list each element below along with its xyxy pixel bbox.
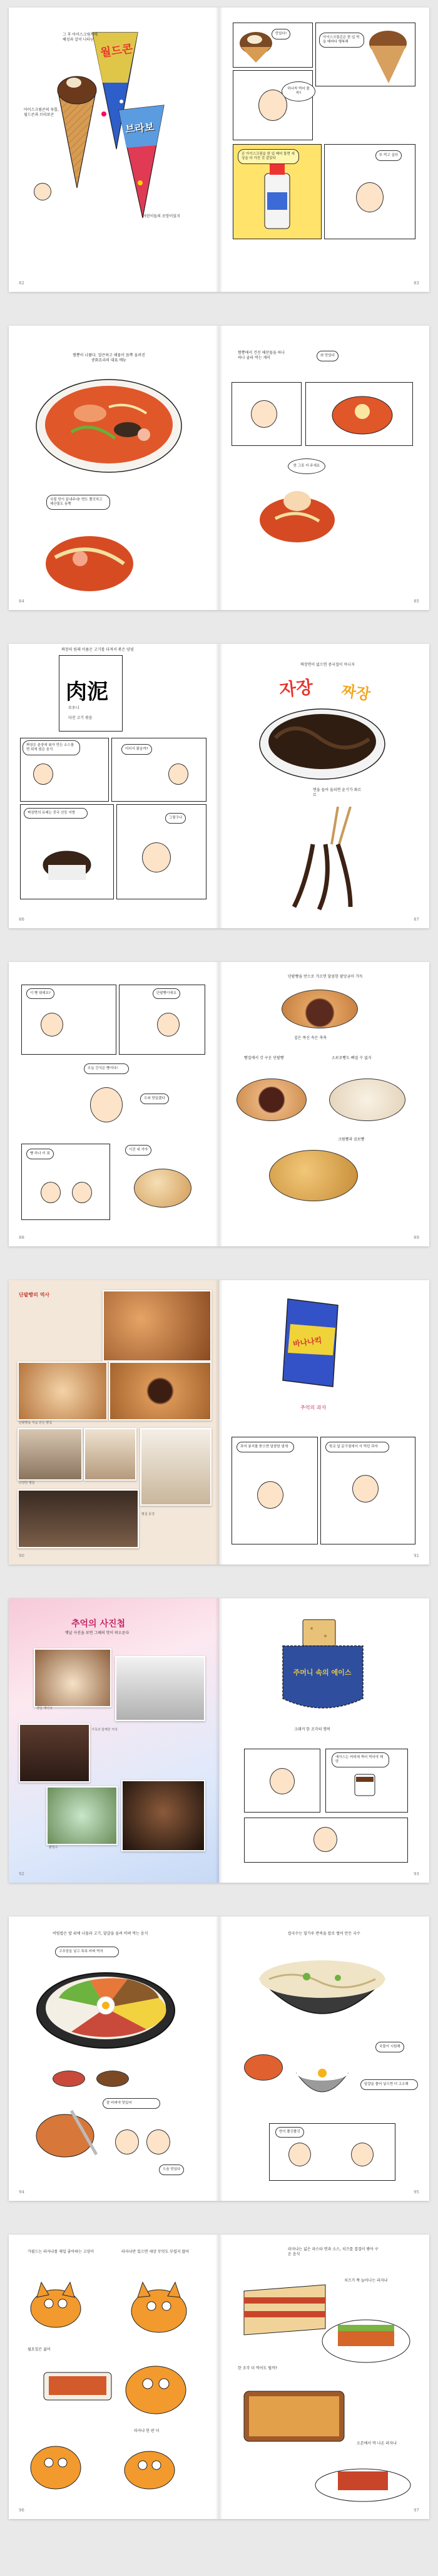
- noodle-pile-icon: [257, 476, 338, 545]
- page-86: [9, 644, 219, 928]
- photo-shop-1: [18, 1428, 83, 1481]
- girl-face-icon: [168, 763, 188, 785]
- page-85: [219, 326, 429, 610]
- photo-family: [19, 1724, 90, 1782]
- bubble-2: 달걀을 풀어 넣으면 더 고소해: [360, 2079, 418, 2090]
- side-dish-1-icon: [53, 2071, 85, 2087]
- lasagna-baked-icon: [238, 2379, 350, 2448]
- photo-bread-1: [103, 1290, 211, 1362]
- bubble-1: 짜장은 춘장에 볶아 만든 소스를 면 위에 얹은 음식: [23, 740, 80, 755]
- boy-face-icon: [115, 2129, 139, 2154]
- text-1: 비빔밥은 밥 위에 나물과 고기, 달걀을 올려 비벼 먹는 음식: [53, 1932, 148, 1936]
- bubble-3: 면이 쫄깃쫄깃: [275, 2127, 304, 2138]
- photo-cake: [34, 1648, 111, 1707]
- photo-bread-3: [109, 1362, 211, 1420]
- bubble-2: 한 그릇 더 주세요: [288, 458, 325, 474]
- pocket-icon: [279, 1642, 367, 1717]
- text-1: 짬뽕에서 건진 해산물을 하나하나 골라 먹는 재미: [238, 351, 285, 360]
- box-1: 콘 아이스크림을 한 입 베어 물면 세상을 다 가진 것 같았다: [238, 149, 299, 164]
- text-2: 아이스크림콘의 투톱, 월드콘과 브라보콘: [24, 108, 59, 117]
- photo-shop-2: [84, 1428, 136, 1481]
- man-face-icon: [251, 400, 277, 428]
- page-90: [9, 1280, 219, 1565]
- man-face-icon: [142, 842, 171, 872]
- gutter: [215, 1598, 223, 1883]
- page-93: [219, 1598, 429, 1883]
- text-4: 오븐에서 막 나온 라자냐: [357, 2441, 397, 2446]
- woman-face-icon: [351, 2143, 374, 2166]
- panel-4: [116, 804, 206, 899]
- man-face-icon: [146, 2129, 170, 2154]
- bubble-3: 으음 맛있다: [159, 2165, 184, 2175]
- kalguksu-bowl-icon: [257, 1954, 388, 2035]
- cone-top-icon: [237, 28, 275, 63]
- text-3: 어린이들의 로망이었지: [143, 214, 180, 219]
- page-number-left: 84: [19, 599, 24, 604]
- page-87: [219, 644, 429, 928]
- photo-bag: [140, 1428, 211, 1506]
- bread-bun-icon: [134, 1169, 191, 1208]
- page-82: [9, 8, 219, 292]
- man-face-icon-2: [356, 182, 384, 212]
- photo-bingsu: [46, 1786, 118, 1845]
- man-face-icon: [270, 1768, 295, 1794]
- caption-3: 빵집 풍경: [141, 1513, 155, 1516]
- text-2: 겉은 폭신 속은 촉촉: [294, 1036, 327, 1040]
- bubble-1: 맛있다!: [272, 29, 290, 39]
- woman-face-icon: [313, 1827, 337, 1852]
- ice-cream-bottle-icon: [258, 161, 296, 230]
- label-1: 추억의 과자: [300, 1405, 327, 1410]
- wrapper-cone-1-label: 월드콘: [99, 42, 134, 60]
- panel-1: [244, 1749, 320, 1813]
- pocket-text: 주머니 속의 에이스: [293, 1668, 352, 1677]
- spread-7: [9, 1916, 429, 2201]
- bubble-1: 국물 맛이 끝내주네! 면도 쫄깃하고 해산물도 듬뿍: [46, 495, 110, 510]
- page-96: [9, 2235, 219, 2519]
- bubble-1: 과자 봉지를 뜯으면 달콤한 냄새: [237, 1442, 294, 1452]
- gutter: [215, 644, 223, 928]
- boy-face-icon: [41, 1013, 63, 1037]
- caption-2: 가족과 함께한 저녁: [91, 1728, 118, 1732]
- text-1: 라자냐는 넓은 파스타 면과 소스, 치즈를 겹겹이 쌓아 구운 음식: [288, 2247, 379, 2257]
- page-number-right: 89: [414, 1235, 419, 1240]
- text-1: 짜장면이 없으면 중국집이 아니지: [300, 663, 355, 667]
- cone-wrapped-icon: [366, 27, 410, 83]
- spread-8: [9, 2235, 429, 2519]
- gutter: [215, 1280, 223, 1565]
- panel-5: [324, 144, 415, 239]
- jjajang-bowl-icon: [257, 700, 388, 782]
- text-3: 월요일은 싫어: [28, 2347, 51, 2352]
- jjajang-sauce-bowl-icon: [42, 849, 92, 886]
- page-number-left: 82: [19, 281, 24, 286]
- hanja-box: [59, 655, 123, 732]
- coffee-cup-icon: [351, 1768, 382, 1799]
- garfield-cat-icon-3: [121, 2354, 190, 2416]
- page-number-right: 83: [414, 281, 419, 286]
- side-dish-2-icon: [96, 2071, 129, 2087]
- bubble-2: 학교 앞 문구점에서 사 먹던 과자: [325, 1442, 389, 1452]
- bubble-3: 짜장면의 유래는 중국 산둥 지방: [24, 808, 88, 819]
- gutter: [215, 2235, 223, 2519]
- boy-face-icon: [34, 183, 51, 200]
- jjajang-title-2: 짜장: [340, 681, 372, 704]
- bubble-1: 고추장을 넣고 쓱쓱 비벼 먹자: [55, 1947, 119, 1957]
- boy-face-icon: [257, 1481, 283, 1509]
- bubble-5: 빵 하나 더 줘: [26, 1149, 54, 1159]
- lasagna-plate-icon: [319, 2304, 413, 2366]
- panel-2: [305, 382, 413, 446]
- page-number-right: 85: [414, 599, 419, 604]
- kid-face-icon: [41, 1182, 61, 1203]
- bibimbap-bowl-icon: [34, 1967, 178, 2061]
- soup-bowl-icon: [331, 393, 394, 437]
- page-number-right: 95: [414, 2190, 419, 2195]
- lasagna-slice-icon: [238, 2272, 332, 2341]
- panel-3: [244, 1818, 408, 1863]
- woman-face-icon: [90, 1087, 123, 1122]
- hanja-reading: 로우니: [68, 706, 79, 710]
- spread-3: [9, 644, 429, 928]
- page-number-right: 87: [414, 917, 419, 922]
- page-number-left: 86: [19, 917, 24, 922]
- text-4: 소보로빵도 빠질 수 없지: [332, 1056, 372, 1060]
- bread-half-icon: [237, 1079, 307, 1121]
- page-91: [219, 1280, 429, 1565]
- text-2: 라자냐만 있으면 세상 무엇도 부럽지 않아: [121, 2250, 190, 2254]
- gutter: [215, 1916, 223, 2201]
- bubble-2: 단팥빵이에요: [153, 988, 180, 999]
- page-number-right: 93: [414, 1871, 419, 1876]
- page-94: [9, 1916, 219, 2201]
- panel-3: [233, 70, 313, 140]
- page-88: [9, 962, 219, 1246]
- page-number-left: 88: [19, 1235, 24, 1240]
- bubble-1: 이 빵 뭐예요?: [26, 988, 54, 999]
- spread-2: [9, 326, 429, 610]
- page-number-left: 90: [19, 1553, 24, 1558]
- page-number-right: 91: [414, 1553, 419, 1558]
- spread-4: [9, 962, 429, 1246]
- bubble-4: 또 먹고 싶다: [375, 150, 402, 161]
- bubble-2: 잘 비벼야 맛있어: [103, 2098, 160, 2109]
- kid-face-icon-2: [72, 1182, 92, 1203]
- page-84: [9, 326, 219, 610]
- page-number-right: 97: [414, 2508, 419, 2513]
- page-95: [219, 1916, 429, 2201]
- caption-3: 팥빙수: [49, 1846, 58, 1849]
- bubble-1: 에이스는 커피에 찍어 먹어야 제맛: [332, 1752, 389, 1767]
- jjamppong-bowl-icon: [34, 370, 184, 476]
- album-title: 추억의 사진첩: [71, 1619, 126, 1629]
- bubble-1: 국물이 시원해: [375, 2042, 404, 2052]
- text-1: 가필드는 라자냐를 제일 좋아하는 고양이: [28, 2250, 94, 2254]
- page-97: [219, 2235, 429, 2519]
- chopsticks-noodles-icon: [269, 807, 375, 913]
- gutter: [215, 8, 223, 292]
- spread-5: [9, 1280, 429, 1565]
- photo-shop-3: [18, 1489, 139, 1548]
- bubble-2: 어디서 왔을까?: [121, 744, 152, 755]
- soboro-bread-icon: [269, 1150, 358, 1201]
- text-5: 크림빵과 곰보빵: [338, 1137, 365, 1142]
- text-1: 그 후 아이스크림계에 혜성과 같이 나타난: [63, 33, 98, 42]
- photo-bread-2: [18, 1362, 108, 1420]
- bubble-1: 와 맛있다: [317, 351, 339, 361]
- man-face-icon: [288, 2143, 311, 2166]
- garfield-cat-icon-5: [121, 2441, 178, 2491]
- egg-bowl-icon: [294, 2061, 350, 2104]
- page-number-left: 92: [19, 1871, 24, 1876]
- gutter: [215, 962, 223, 1246]
- garfield-cat-icon-2: [128, 2279, 190, 2335]
- text-1: 크래커 한 조각의 행복: [294, 1727, 330, 1732]
- page-89: [219, 962, 429, 1246]
- boy-face-icon: [33, 763, 53, 785]
- bubble-4: 그렇구나: [165, 813, 186, 824]
- lasagna-serving-icon: [313, 2454, 413, 2504]
- photo-candles: [121, 1780, 205, 1851]
- text-3: 빵집에서 갓 구운 단팥빵: [244, 1056, 284, 1060]
- garfield-cat-icon-4: [28, 2435, 84, 2491]
- white-bread-icon: [329, 1079, 405, 1121]
- hanja-caption: 다진 고기 볶음: [68, 716, 93, 720]
- page-83: [219, 8, 429, 292]
- photo-dinner: [115, 1656, 205, 1721]
- text-3: 한 조각 더 먹어도 될까?: [238, 2366, 277, 2371]
- wrapper-label: 바나나킥: [292, 1335, 323, 1349]
- caption-2: 다양한 빵들: [19, 1481, 35, 1485]
- section-title: 단팥빵의 역사: [19, 1292, 50, 1298]
- caption-1: 단팥빵을 처음 만든 빵집: [19, 1421, 53, 1425]
- girl-face-icon: [352, 1475, 379, 1503]
- red-bean-bread-icon: [282, 990, 358, 1028]
- caption-1: 생일 케이크: [36, 1707, 53, 1710]
- text-1: 짜장의 원래 이름은 고기를 다져서 볶은 양념: [61, 648, 134, 652]
- text-1: 옛날 사진을 보면 그때의 맛이 떠오른다: [65, 1631, 130, 1635]
- jjajang-title-1: 자장: [278, 676, 314, 701]
- page-number-left: 94: [19, 2190, 24, 2195]
- bubble-3: 하나씩 먹어 볼까?: [282, 81, 315, 101]
- girl-face-icon: [157, 1013, 180, 1037]
- gutter: [215, 326, 223, 610]
- text-1: 단팥빵을 반으로 가르면 달콤한 팥앙금이 가득: [288, 975, 363, 979]
- text-4: 라자냐 한 판 더: [134, 2429, 160, 2433]
- text-2: 치즈가 쭉 늘어나는 라자냐: [344, 2279, 388, 2283]
- panel-1: [233, 23, 313, 68]
- panel-1: [232, 382, 302, 446]
- panel-1: [232, 1437, 318, 1544]
- wrapper-cone-2-label: 브라보: [125, 121, 155, 135]
- spread-6: [9, 1598, 429, 1883]
- side-kimchi-icon: [244, 2054, 283, 2081]
- bubble-6: 이건 내 거야: [125, 1145, 151, 1156]
- text-1: 짬뽕이 나왔다. 얼큰하고 해물이 듬뿍 올려진 중화요리의 대표 메뉴: [73, 353, 145, 363]
- red-cone-wrapper-icon: [115, 101, 165, 220]
- mixed-rice-spoon-icon: [34, 2104, 103, 2161]
- spread-1: [9, 8, 429, 292]
- lasagna-tray-icon: [40, 2360, 115, 2404]
- page-92: [9, 1598, 219, 1883]
- bubble-3: 오늘 간식은 빵이다!: [84, 1063, 129, 1074]
- hanja-title: 肉泥: [66, 680, 108, 705]
- ladle-noodles-icon: [43, 514, 136, 595]
- bubble-4: 우와 맛있겠다: [140, 1094, 169, 1104]
- page-number-left: 96: [19, 2508, 24, 2513]
- bubble-2: 아이스크림콘은 한 입 먹을 때마다 행복해: [319, 33, 364, 48]
- text-1: 칼국수는 밀가루 반죽을 칼로 썰어 만든 국수: [288, 1932, 360, 1936]
- text-2: 면을 들어 올리면 윤기가 좌르르: [313, 788, 362, 797]
- garfield-cat-icon: [28, 2279, 84, 2329]
- panel-2: [320, 1437, 415, 1544]
